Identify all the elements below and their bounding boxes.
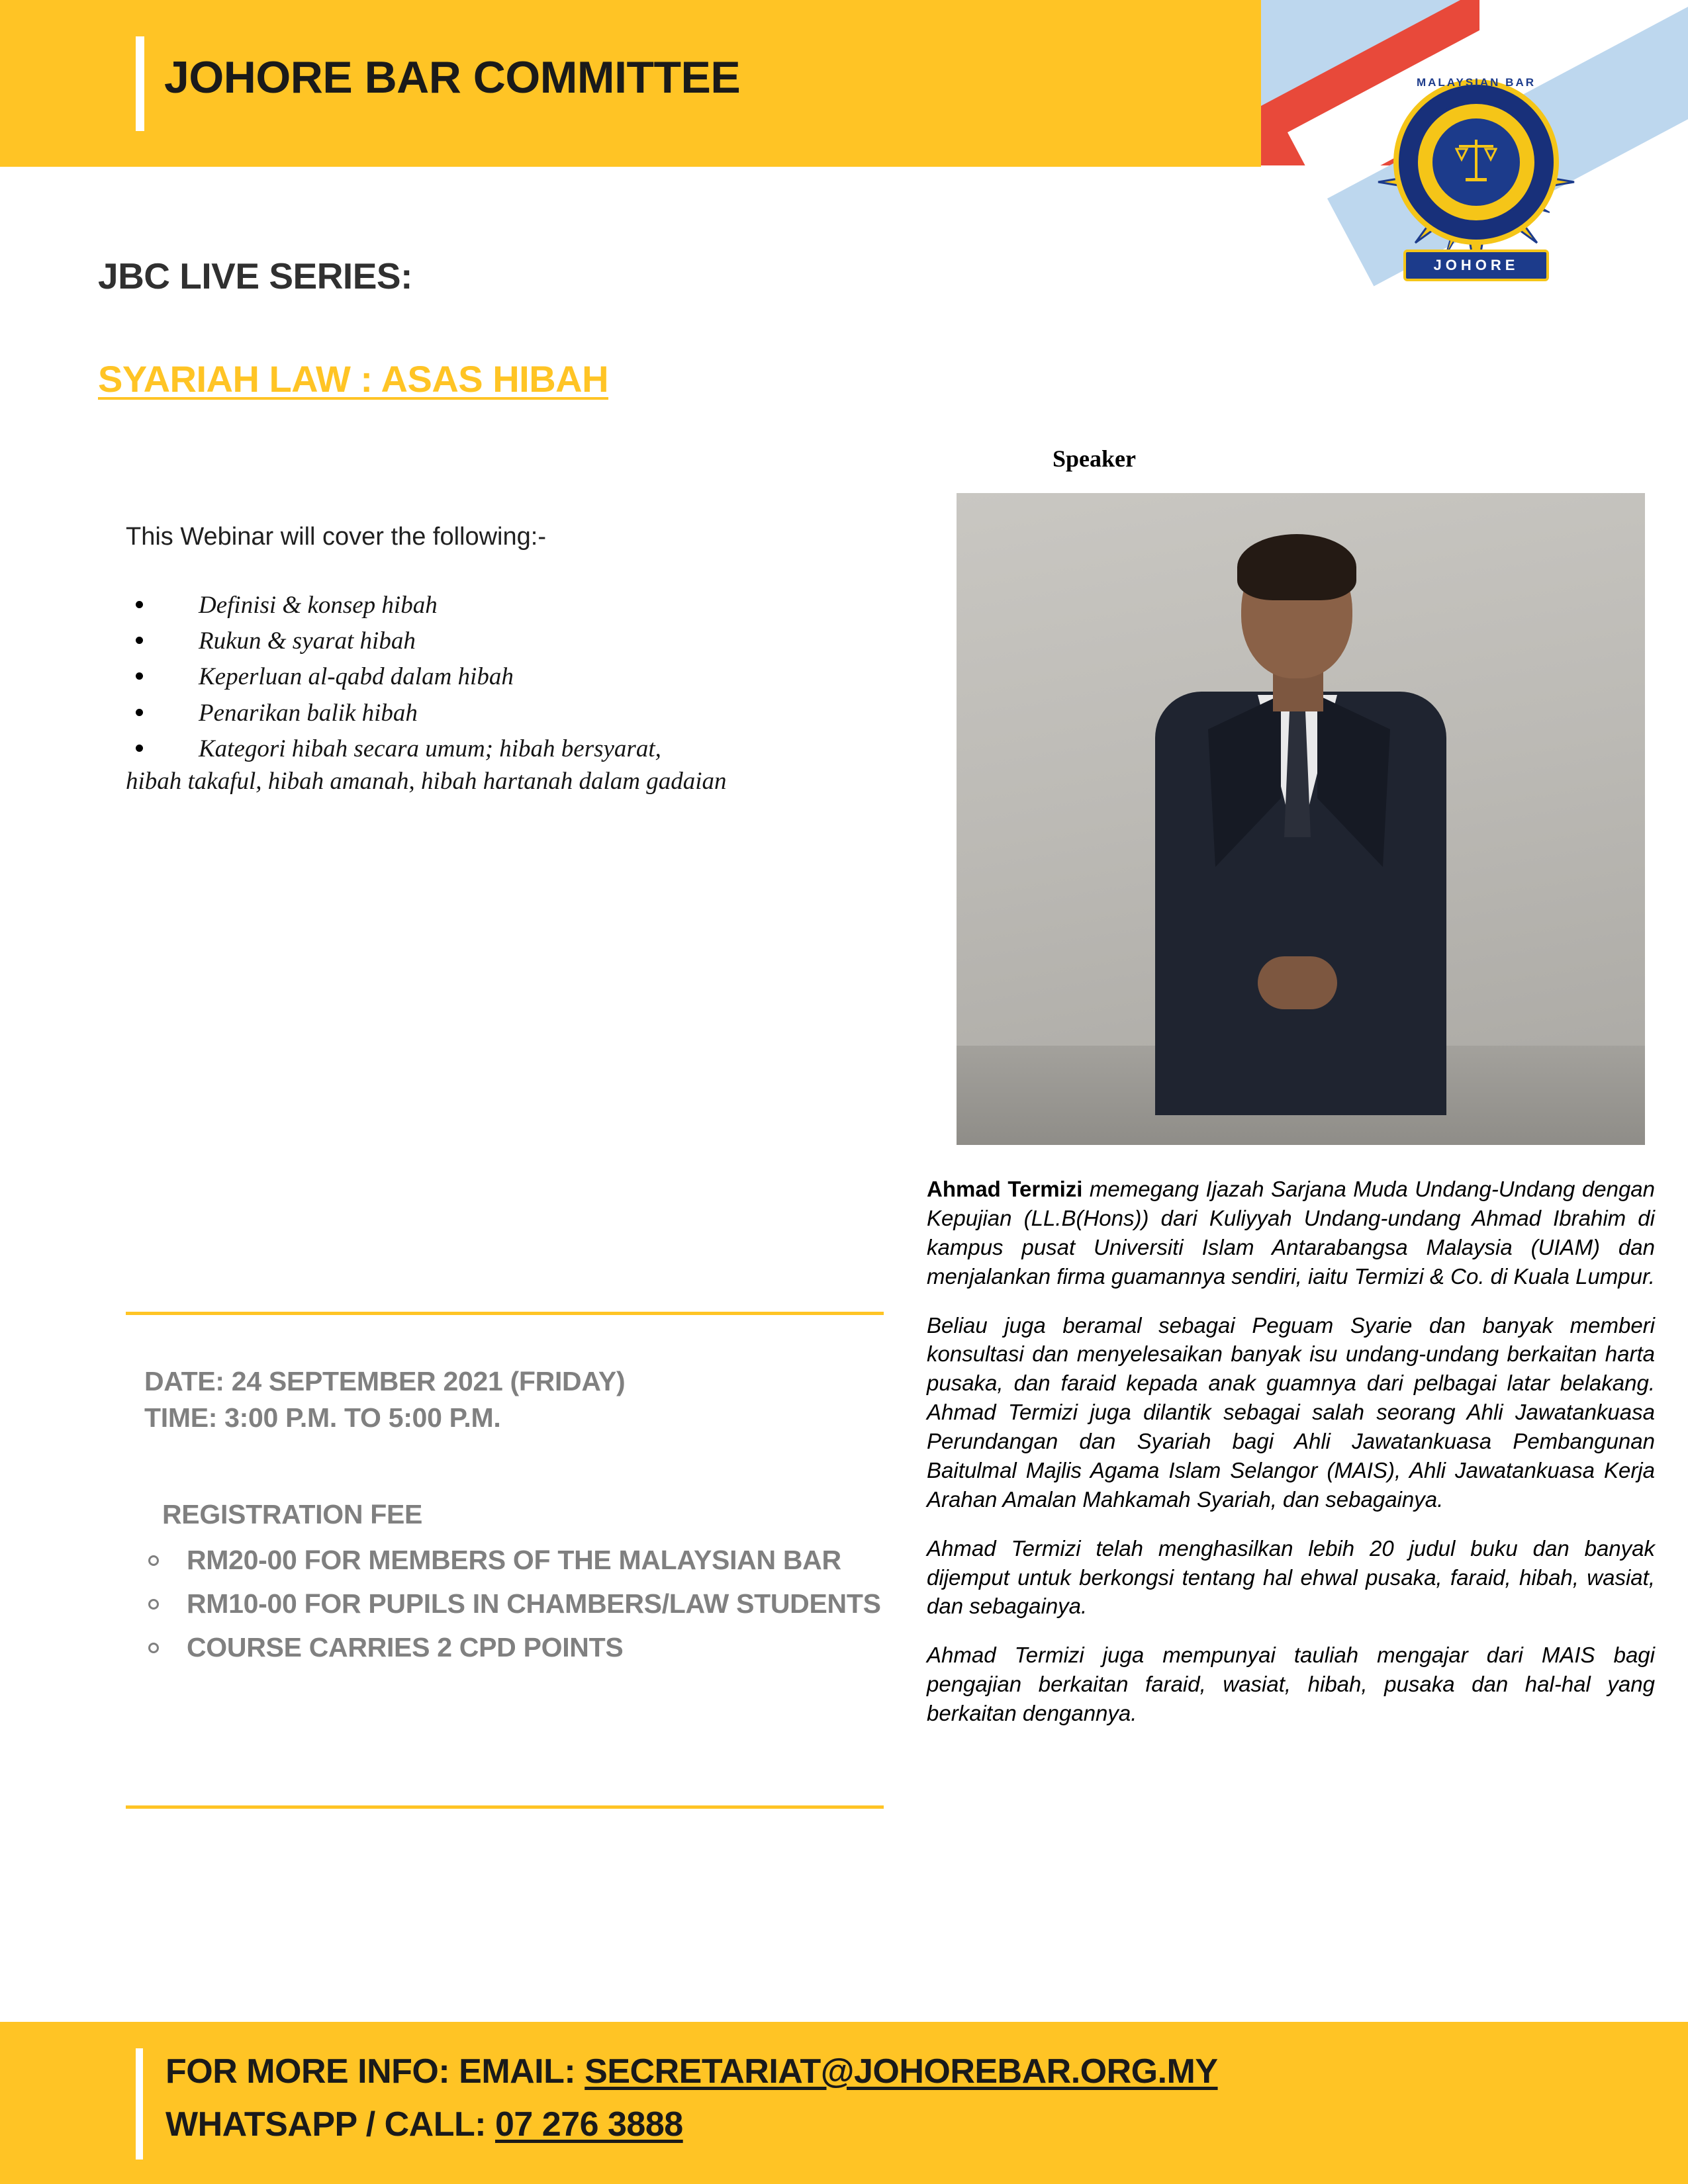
malaysian-bar-logo-block bbox=[1261, 0, 1688, 344]
list-item-label: Kategori hibah secara umum; hibah bersyarat, bbox=[199, 735, 661, 762]
footer-email-line bbox=[165, 2052, 1218, 2091]
divider-top bbox=[126, 1312, 884, 1315]
list-item bbox=[139, 1629, 900, 1665]
list-item bbox=[126, 589, 874, 621]
divider-bottom bbox=[126, 1805, 884, 1809]
bullet-dot-icon bbox=[136, 637, 143, 644]
bio-paragraph-2: Beliau juga beramal sebagai Peguam Syarie dan banyak memberi konsultasi dan menyelesaikan banyak isu undang-undang berkaitan harta pusaka, dan faraid kepada anak guamnya dari pelbagai latar belakang. Ahmad Termizi juga dilantik sebagai salah seorang Ahli Jawatankuasa Perundangan dan Syariah bagi Ahli Jawatankuasa Pembangunan Baitulmal Majlis Agama Islam Selangor (MAIS), Ahli Jawatankuasa Kerja Arahan Amalan Mahkamah Syariah, dan sebagainya. bbox=[927, 1312, 1655, 1512]
footer-phone-link[interactable]: 07 276 3888 bbox=[495, 2105, 683, 2144]
list-item-label: Rukun & syarat hibah bbox=[199, 627, 416, 655]
list-item-label: COURSE CARRIES 2 CPD POINTS bbox=[187, 1632, 624, 1663]
crest-ring-label: MALAYSIAN BAR bbox=[1416, 76, 1536, 89]
footer-bar bbox=[0, 2022, 1688, 2184]
bullet-circle-icon bbox=[148, 1599, 159, 1610]
footer-email-link[interactable]: SECRETARIAT@JOHOREBAR.ORG.MY bbox=[585, 2052, 1218, 2091]
coverage-intro: This Webinar will cover the following:- bbox=[126, 523, 546, 551]
list-item bbox=[126, 733, 874, 797]
list-item-label: Penarikan balik hibah bbox=[199, 699, 418, 727]
list-item-label: RM10-00 FOR PUPILS IN CHAMBERS/LAW STUDENTS bbox=[187, 1588, 881, 1619]
footer-phone-prefix: WHATSAPP / CALL: bbox=[165, 2105, 495, 2144]
bullet-dot-icon bbox=[136, 601, 143, 608]
footer-email-prefix: FOR MORE INFO: EMAIL: bbox=[165, 2052, 585, 2091]
malaysian-bar-crest-icon bbox=[1367, 56, 1585, 295]
fee-list bbox=[139, 1542, 900, 1673]
bullet-circle-icon bbox=[148, 1643, 159, 1653]
registration-fee-heading: REGISTRATION FEE bbox=[162, 1499, 423, 1529]
bio-paragraph-4: Ahmad Termizi juga mempunyai tauliah mengajar dari MAIS bagi pengajian berkaitan faraid, wasiat, hibah, pusaka dan hal-hal yang berkaitan dengannya. bbox=[927, 1643, 1655, 1725]
bullet-dot-icon bbox=[136, 745, 143, 752]
scales-of-justice-icon bbox=[1455, 134, 1497, 187]
speaker-name: Ahmad Termizi bbox=[927, 1177, 1083, 1201]
bio-paragraph-1 bbox=[927, 1175, 1655, 1291]
crest-johore-banner bbox=[1403, 250, 1549, 281]
speaker-label: Speaker bbox=[1053, 445, 1136, 472]
list-item bbox=[139, 1586, 900, 1621]
logo-white-base bbox=[1261, 311, 1688, 344]
crest-banner-label: JOHORE bbox=[1433, 257, 1519, 273]
bullet-dot-icon bbox=[136, 709, 143, 716]
bio-paragraph-3: Ahmad Termizi telah menghasilkan lebih 20 judul buku dan banyak dijemput untuk berkongsi tentang hal ehwal pusaka, faraid, hibah, wasiat, dan sebagainya. bbox=[927, 1535, 1655, 1619]
footer-accent-rule bbox=[136, 2048, 143, 2160]
footer-phone-line bbox=[165, 2105, 683, 2144]
list-item-label: RM20-00 FOR MEMBERS OF THE MALAYSIAN BAR bbox=[187, 1545, 841, 1575]
event-datetime bbox=[144, 1363, 625, 1437]
list-item bbox=[126, 697, 874, 729]
event-date: DATE: 24 SEPTEMBER 2021 (FRIDAY) bbox=[144, 1366, 626, 1396]
list-item-label: Definisi & konsep hibah bbox=[199, 592, 438, 619]
list-item bbox=[126, 660, 874, 693]
bullet-dot-icon bbox=[136, 672, 143, 680]
header-accent-rule bbox=[136, 36, 144, 131]
bullet-circle-icon bbox=[148, 1555, 159, 1566]
list-item-label: Keperluan al-qabd dalam hibah bbox=[199, 663, 514, 691]
speaker-photo bbox=[957, 493, 1645, 1145]
photo-hair bbox=[1237, 534, 1356, 600]
committee-title: JOHORE BAR COMMITTEE bbox=[164, 52, 741, 103]
list-item bbox=[126, 625, 874, 657]
topic-title: SYARIAH LAW : ASAS HIBAH bbox=[98, 358, 609, 400]
coverage-list bbox=[126, 589, 874, 801]
photo-hands bbox=[1258, 956, 1337, 1009]
event-time: TIME: 3:00 P.M. TO 5:00 P.M. bbox=[144, 1402, 501, 1433]
list-item-continuation: hibah takaful, hibah amanah, hibah hartanah dalam gadaian bbox=[126, 768, 727, 796]
series-title: JBC LIVE SERIES: bbox=[98, 255, 412, 296]
speaker-bio bbox=[927, 1175, 1655, 1748]
list-item bbox=[139, 1542, 900, 1578]
bio-text-1: memegang Ijazah Sarjana Muda Undang-Undang dengan Kepujian (LL.B(Hons)) dari Kuliyyah Undang-undang Ahmad Ibrahim di kampus pusat Universiti Islam Antarabangsa Malaysia (UIAM) dan menjalankan firma guamannya sendiri, iaitu Termizi & Co. di Kuala Lumpur. bbox=[927, 1177, 1656, 1289]
